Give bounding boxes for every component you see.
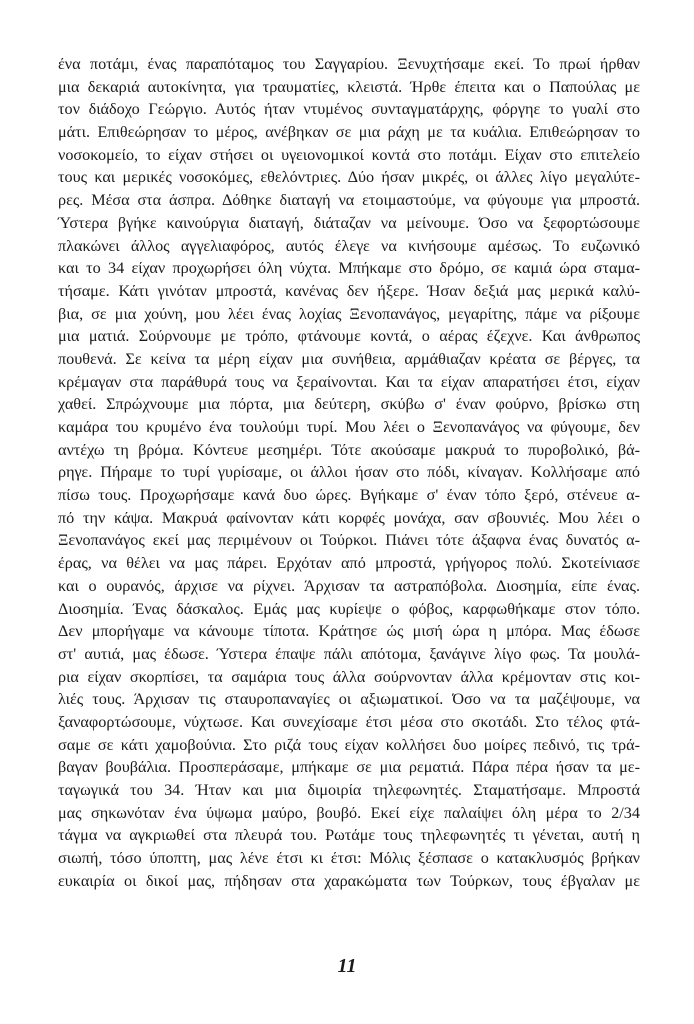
text-line: καμάρα του κρυμένο ένα τουλούμι τυρί. Μου λέει ο Ξενοπανάγος να φύγουμε, δεν — [58, 418, 640, 436]
text-line: ρια είχαν σκορπίσει, τα σαμάρια τους άλλα σούρνονταν άλλα κρέμονταν στις κοι- — [58, 667, 640, 686]
text-line: Ύστερα βγήκε καινούργια διαταγή, διάταζαν να μείνουμε. Όσο να ξεφορτώσουμε — [58, 213, 640, 232]
text-line: αντέχω τη βρόμα. Κόντευε μεσημέρι. Τότε ακούσαμε μακρυά το πυροβολικό, βά- — [58, 440, 640, 459]
text-line: μια δεκαριά αυτοκίνητα, για τραυματίες, κλειστά. Ήρθε έπειτα και ο Παπούλας με — [58, 77, 640, 96]
text-line: πλακώνει άλλος αγγελιαφόρος, αυτός έλεγε να κινήσουμε αμέσως. Το ευζωνικό — [58, 236, 640, 255]
text-line: ρες. Μέσα στα άσπρα. Δόθηκε διαταγή να ετοιμαστούμε, να φύγουμε για μπροστά. — [58, 191, 640, 210]
text-line: μάτι. Επιθεώρησαν το μέρος, ανέβηκαν σε μια ράχη με τα κυάλια. Επιθεώρησαν το — [58, 123, 640, 142]
text-line: πίσω τους. Προχωρήσαμε κανά δυο ώρες. Βγήκαμε σ' έναν τόπο ξερό, στένευε α- — [58, 486, 640, 505]
text-line: Διοσημία. Ένας δάσκαλος. Εμάς μας κυρίεψε ο φόβος, καρφωθήκαμε στον τόπο. — [58, 599, 640, 618]
text-line: λιές τους. Άρχισαν τις σταυροπαναγίες οι αξιωματικοί. Όσο να τα μαζέψουμε, να — [58, 690, 640, 709]
text-line: βαγαν βουβάλια. Προσπεράσαμε, μπήκαμε σε μια ρεματιά. Πάρα πέρα ήσαν τα με- — [58, 758, 640, 777]
page-number: 11 — [337, 955, 357, 977]
text-line: έρας, να θέλει να μας πάρει. Ερχόταν από μπροστά, γρήγορος πολύ. Σκοτείνιασε — [58, 554, 640, 573]
text-line: σαμε σε κάτι χαμοβούνια. Στο ριζά τους είχαν κολλήσει δυο μοίρες πεδινό, τις τρά- — [58, 735, 640, 754]
text-line: ταγωγικά του 34. Ήταν και μια διμοιρία τηλεφωνητές. Σταματήσαμε. Μπροστά — [58, 781, 640, 799]
text-line: σιωπή, τόσο ύποπτη, μας λένε έτσι κι έτσι: Μόλις ξέσπασε ο κατακλυσμός βρήκαν — [58, 849, 640, 868]
text-line: τάγμα να αγκριωθεί στα πλευρά του. Ρωτάμε τους τηλεφωνητές τι γένεται, αυτή η — [58, 826, 640, 845]
body-text — [58, 53, 640, 892]
text-line: νοσοκομείο, το είχαν στήσει οι υγειονομικοί κοντά στο ποτάμι. Είχαν στο επιτελείο — [58, 145, 640, 164]
text-line: και το 34 είχαν προχωρήσει όλη νύχτα. Μπήκαμε στο δρόμο, σε καμιά ώρα σταμα- — [58, 259, 640, 278]
text-line: μια ματιά. Σούρνουμε με τρόπο, φτάνουμε κοντά, ο αέρας έζεχνε. Και άνθρωπος — [58, 327, 640, 346]
text-line: τους και μερικές νοσοκόμες, εθελόντριες. Δύο ήσαν μικρές, οι άλλες λίγο μεγαλύτε- — [58, 168, 640, 187]
text-line: βια, σε μια χούνη, μου λέει ένας λοχίας Ξενοπανάγος, μεγαρίτης, πάμε να ρίξουμε — [58, 304, 640, 323]
text-line: ρηγε. Πήραμε το τυρί γυρίσαμε, οι άλλοι ήσαν στο πόδι, κίναγαν. Κολλήσαμε από — [58, 463, 640, 482]
text-line: πουθενά. Σε κείνα τα μέρη είχαν μια συνήθεια, αρμάθιαζαν κρέατα σε βέργες, τα — [58, 349, 640, 368]
text-line: ξαναφορτώσουμε, νύχτωσε. Και συνεχίσαμε έτσι μέσα στο σκοτάδι. Στο τέλος φτά- — [58, 712, 640, 731]
text-line: Ξενοπανάγος εκεί μας περιμένουν οι Τούρκοι. Πιάνει τότε άξαφνα ένας δυνατός α- — [58, 531, 640, 550]
text-line: ένα ποτάμι, ένας παραπόταμος του Σαγγαρίου. Ξενυχτήσαμε εκεί. Το πρωί ήρθαν — [58, 55, 640, 73]
text-line: μας σηκωνόταν ένα ύψωμα μαύρο, βουβό. Εκεί είχε παλαίψει όλη μέρα το 2/34 — [58, 803, 640, 822]
text-line: τήσαμε. Κάτι γινόταν μπροστά, κανένας δεν ήξερε. Ήσαν δεξιά μας μερικά καλύ- — [58, 281, 640, 300]
text-line: και ο ουρανός, άρχισε να ρίχνει. Άρχισαν τα αστραπόβολα. Διοσημία, είπε ένας. — [58, 576, 640, 595]
text-line: χαθεί. Σπρώχνουμε μια πόρτα, μια δεύτερη, σκύβω σ' έναν φούρνο, βρίσκω στη — [58, 395, 640, 414]
text-line: τον διάδοχο Γεώργιο. Αυτός ήταν ντυμένος συνταγματάρχης, φόργηε το γυαλί στο — [58, 100, 640, 119]
text-line: πό την κάψα. Μακρυά φαίνονταν κάτι κορφές μονάχα, σαν σβουνιές. Μου λέει ο — [58, 508, 640, 527]
text-line: στ' αυτιά, μας έδωσε. Ύστερα έπαψε πάλι απότομα, ξανάγινε λίγο φως. Τα μουλά- — [58, 644, 640, 663]
text-line: Δεν μπορήγαμε να κάνουμε τίποτα. Κράτησε ώς μισή ώρα η μπόρα. Μας έδωσε — [58, 622, 640, 641]
text-line: ευκαιρία οι δικοί μας, πήδησαν στα χαρακώματα των Τούρκων, τους έβγαλαν με — [58, 871, 640, 890]
text-line: κρέμαγαν στα παράθυρά τους να ξεραίνονται. Και τα είχαν απαρατήσει έτσι, είχαν — [58, 372, 640, 391]
